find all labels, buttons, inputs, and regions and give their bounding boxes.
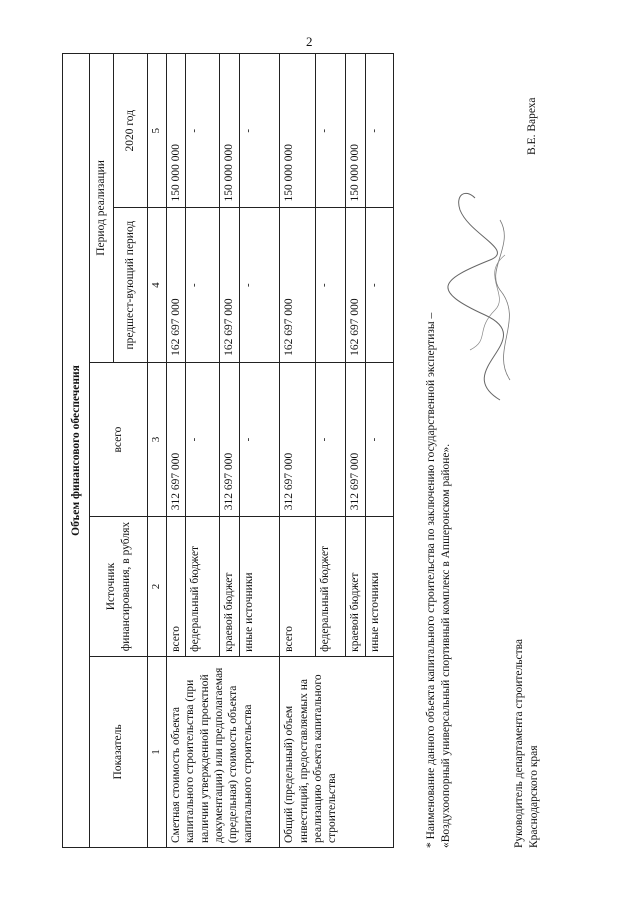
total-cell: 312 697 000 [220, 362, 240, 516]
previous-period-cell: 162 697 000 [166, 208, 185, 362]
total-cell: - [240, 362, 280, 516]
total-cell: 312 697 000 [166, 362, 185, 516]
table-row [280, 54, 316, 848]
column-number: 5 [148, 54, 167, 208]
previous-period-cell: 162 697 000 [220, 208, 240, 362]
previous-period-cell: 162 697 000 [280, 208, 316, 362]
total-cell: - [366, 362, 394, 516]
source-cell: иные источники [366, 517, 394, 657]
source-cell: федеральный бюджет [316, 517, 346, 657]
header-period: Период реализации [90, 54, 114, 363]
total-cell: - [186, 362, 220, 516]
column-number: 3 [148, 362, 167, 516]
previous-period-cell: - [316, 208, 346, 362]
previous-period-cell: 162 697 000 [346, 208, 366, 362]
previous-period-cell: - [186, 208, 220, 362]
source-cell: всего [166, 517, 185, 657]
year-2020-cell: - [316, 54, 346, 208]
footnote-line: * Наименование данного объекта капитального строительства по заключению государственной экспертизы – [425, 312, 437, 848]
previous-period-cell: - [240, 208, 280, 362]
header-source: Источник финансирования, в рублях [90, 517, 148, 657]
page-number: 2 [306, 34, 313, 49]
total-cell: 312 697 000 [280, 362, 316, 516]
source-cell: краевой бюджет [346, 517, 366, 657]
source-cell: иные источники [240, 517, 280, 657]
header-total: всего [90, 362, 148, 516]
rotated-page-content [50, 0, 620, 880]
year-2020-cell: 150 000 000 [166, 54, 185, 208]
column-number: 4 [148, 208, 167, 362]
year-2020-cell: - [240, 54, 280, 208]
column-number: 1 [148, 656, 167, 847]
source-cell: всего [280, 517, 316, 657]
signatory-name: В.Е. Вареха [526, 97, 538, 155]
table-row [166, 54, 185, 848]
total-cell: 312 697 000 [346, 362, 366, 516]
year-2020-cell: 150 000 000 [346, 54, 366, 208]
footnote [424, 28, 454, 848]
footnote-line: «Воздухоопорный универсальный спортивный комплекс в Апшеронском районе». [439, 443, 452, 848]
handwritten-signature [430, 180, 550, 410]
source-cell: краевой бюджет [220, 517, 240, 657]
signatory-title-line: Руководитель департамента строительства [513, 639, 525, 848]
signatory-title [512, 639, 542, 848]
year-2020-cell: - [186, 54, 220, 208]
indicator-cell: Общий (предельный) объем инвестиций, предоставляемых на реализацию объекта капитального строительства [280, 656, 394, 847]
year-2020-cell: 150 000 000 [220, 54, 240, 208]
header-indicator: Показатель [90, 656, 148, 847]
source-cell: федеральный бюджет [186, 517, 220, 657]
financing-table [62, 53, 394, 848]
year-2020-cell: 150 000 000 [280, 54, 316, 208]
previous-period-cell: - [366, 208, 394, 362]
indicator-cell: Сметная стоимость объекта капитального строительства (при наличии утвержденной проектной документации) или предполагаемая (предельная) стоимость объекта капитального строительства [166, 656, 279, 847]
column-number: 2 [148, 517, 167, 657]
total-cell: - [316, 362, 346, 516]
header-previous-period: предшест-вующий период [114, 208, 148, 362]
header-year-2020: 2020 год [114, 54, 148, 208]
signatory-title-line: Краснодарского края [527, 745, 540, 848]
table-section-title: Объем финансового обеспечения [63, 54, 90, 848]
year-2020-cell: - [366, 54, 394, 208]
